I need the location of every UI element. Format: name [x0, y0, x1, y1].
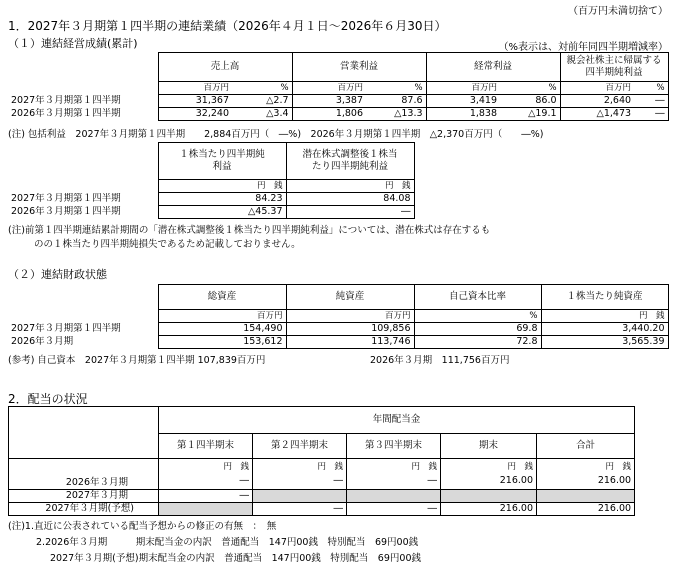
- value-cell: [253, 490, 347, 503]
- value-cell: 153,612: [158, 336, 286, 349]
- unit-sen: 銭: [524, 462, 533, 472]
- col-header-q2-end: 第２四半期末: [253, 434, 347, 459]
- unit-sen: 銭: [428, 462, 437, 472]
- per-share-table: [8, 142, 415, 219]
- value-cell: ―: [253, 503, 347, 516]
- value-cell: 109,856: [286, 323, 414, 336]
- section-heading-results: （１）連結経営成績(累計): [8, 37, 138, 50]
- reference-equity-right: 2026年３月期 111,756百万円: [370, 355, 510, 366]
- row-label: 2026年３月期第１四半期: [11, 206, 121, 217]
- unit-yen: 円: [256, 181, 266, 191]
- value: ―: [239, 475, 249, 486]
- unit-cell: 百万円: [158, 310, 286, 323]
- blank-cell: [8, 82, 158, 95]
- row-label: 2027年３月期第１四半期: [11, 193, 121, 204]
- unit-cell: 百万円: [158, 82, 232, 95]
- unit-sen: 銭: [240, 462, 249, 472]
- value-cell: 216.00: [441, 503, 537, 516]
- value-cell: 84.23: [158, 193, 286, 206]
- unit-sen: 銭: [273, 181, 283, 191]
- value-cell: 32,240: [158, 108, 232, 121]
- value-cell: 86.0: [500, 95, 560, 108]
- col-header-bps: １株当たり純資産: [541, 285, 668, 310]
- value-cell: 154,490: [158, 323, 286, 336]
- section-heading-dividends: 2．配当の状況: [8, 392, 88, 406]
- value-cell: [537, 490, 635, 503]
- unit-cell: 百万円: [292, 82, 366, 95]
- value-cell: △13.3: [366, 108, 426, 121]
- value-cell: △45.37: [158, 206, 286, 219]
- comprehensive-income-note: (注) 包括利益 2027年３月期第１四半期 2,884百万円（ ―%) 2026年３月期第１四半期 △2,370百万円（ ―%): [8, 129, 544, 140]
- col-header-equity-ratio: 自己資本比率: [414, 285, 541, 310]
- unit-sen: 銭: [334, 462, 343, 472]
- col-header-eps: １株当たり四半期純利益: [158, 143, 286, 180]
- unit-cell: [158, 180, 286, 193]
- table-row: [8, 193, 414, 206]
- row-label: 2026年３月期: [9, 459, 159, 490]
- value-cell: ―: [634, 108, 668, 121]
- value: ―: [333, 475, 343, 486]
- unit-sen: 銭: [622, 462, 632, 472]
- col-header-diluted-eps: 潜在株式調整後１株当たり四半期純利益: [286, 143, 414, 180]
- row-label: 2027年３月期(予想): [9, 503, 159, 516]
- blank-cell: [8, 310, 158, 323]
- value-cell: △1,473: [560, 108, 634, 121]
- value-cell: △3.4: [232, 108, 292, 121]
- eps-note-line1: (注)前第１四半期連結累計期間の「潜在株式調整後１株当たり四半期純利益」については、潜在株式は存在するも: [8, 225, 491, 236]
- unit-yen: 円: [605, 462, 615, 472]
- value-cell: 113,746: [286, 336, 414, 349]
- col-header-operating-profit: 営業利益: [292, 53, 426, 82]
- value-cell: 69.8: [414, 323, 541, 336]
- value: 216.00: [597, 475, 632, 486]
- value-cell: ―: [347, 503, 441, 516]
- row-label: 2027年３月期: [9, 490, 159, 503]
- table-row: [8, 108, 668, 121]
- col-header-ordinary-profit: 経常利益: [426, 53, 560, 82]
- value-cell: 3,565.39: [541, 336, 668, 349]
- value-cell: ―: [159, 490, 253, 503]
- unit-cell: 百万円: [560, 82, 634, 95]
- unit-yen: 円: [223, 462, 232, 472]
- value-cell: △19.1: [500, 108, 560, 121]
- dividends-table: [8, 406, 635, 516]
- value-cell: 3,419: [426, 95, 500, 108]
- value-cell: 87.6: [366, 95, 426, 108]
- value: ―: [427, 475, 437, 486]
- col-header-total: 合計: [537, 434, 635, 459]
- value-cell: [537, 459, 635, 490]
- value-cell: 31,367: [158, 95, 232, 108]
- value-cell: ―: [634, 95, 668, 108]
- col-header-q1-end: 第１四半期末: [159, 434, 253, 459]
- row-label: 2027年３月期第１四半期: [11, 95, 121, 106]
- unit-cell: 百万円: [426, 82, 500, 95]
- blank-cell: [8, 180, 158, 193]
- row-label: 2026年３月期第１四半期: [11, 108, 121, 119]
- unit-cell: [286, 180, 414, 193]
- unit-yen: 円: [411, 462, 420, 472]
- unit-cell: %: [232, 82, 292, 95]
- unit-cell: 百万円: [286, 310, 414, 323]
- blank-cell: [8, 53, 158, 82]
- value-cell: [441, 490, 537, 503]
- blank-cell: [8, 285, 158, 310]
- table-row: [9, 490, 635, 503]
- col-header-total-assets: 総資産: [158, 285, 286, 310]
- value-cell: [159, 503, 253, 516]
- col-header-net-assets: 純資産: [286, 285, 414, 310]
- value-cell: [347, 459, 441, 490]
- dividend-note-2: 2.2026年３月期 期末配当金の内訳 普通配当 147円00銭 特別配当 69円00銭: [36, 537, 419, 548]
- value-cell: 1,806: [292, 108, 366, 121]
- reference-equity-left: (参考) 自己資本 2027年３月期第１四半期 107,839百万円: [8, 355, 266, 366]
- value-cell: △2.7: [232, 95, 292, 108]
- eps-note-line2: のの１株当たり四半期純損失であるため記載しておりません。: [34, 239, 301, 250]
- col-header-year-end: 期末: [441, 434, 537, 459]
- value-cell: 216.00: [537, 503, 635, 516]
- blank-cell: [9, 407, 159, 459]
- unit-yen: 円: [317, 462, 326, 472]
- col-header-annual-dividend: 年間配当金: [159, 407, 635, 434]
- table-row: [8, 95, 668, 108]
- unit-cell: %: [414, 310, 541, 323]
- value-cell: [441, 459, 537, 490]
- dividend-note-3: 2027年３月期(予想)期末配当金の内訳 普通配当 147円00銭 特別配当 69円00銭: [50, 553, 421, 564]
- unit-note: （百万円未満切捨て）: [568, 6, 668, 17]
- page-title: 1．2027年３月期第１四半期の連結業績（2026年４月１日～2026年６月30日）: [8, 19, 447, 33]
- table-row: [9, 503, 635, 516]
- financial-table: [8, 284, 669, 349]
- value-cell: 3,440.20: [541, 323, 668, 336]
- unit-cell: %: [634, 82, 668, 95]
- table-row: [8, 206, 414, 219]
- unit-cell: %: [500, 82, 560, 95]
- value-cell: 2,640: [560, 95, 634, 108]
- col-header-sales: 売上高: [158, 53, 292, 82]
- unit-yen: 円: [507, 462, 516, 472]
- unit-cell: 円 銭: [541, 310, 668, 323]
- value-cell: ―: [286, 206, 414, 219]
- unit-yen: 円: [384, 181, 394, 191]
- value-cell: 84.08: [286, 193, 414, 206]
- value-cell: [159, 459, 253, 490]
- results-table: [8, 52, 669, 121]
- blank-cell: [8, 143, 158, 180]
- value: 216.00: [499, 475, 533, 486]
- pct-note: （%表示は、対前年同四半期増減率）: [498, 42, 668, 53]
- row-label: 2026年３月期: [11, 336, 74, 347]
- value-cell: 72.8: [414, 336, 541, 349]
- unit-cell: %: [366, 82, 426, 95]
- col-header-net-profit: 親会社株主に帰属する四半期純利益: [560, 53, 668, 82]
- value-cell: [347, 490, 441, 503]
- section-heading-financial: （２）連結財政状態: [8, 268, 107, 281]
- value-cell: 1,838: [426, 108, 500, 121]
- dividend-note-1: (注)1.直近に公表されている配当予想からの修正の有無 ： 無: [8, 521, 277, 532]
- row-label: 2027年３月期第１四半期: [11, 323, 121, 334]
- table-row: [8, 323, 668, 336]
- value-cell: 3,387: [292, 95, 366, 108]
- table-row: [9, 459, 635, 490]
- col-header-q3-end: 第３四半期末: [347, 434, 441, 459]
- unit-sen: 銭: [401, 181, 411, 191]
- value-cell: [253, 459, 347, 490]
- table-row: [8, 336, 668, 349]
